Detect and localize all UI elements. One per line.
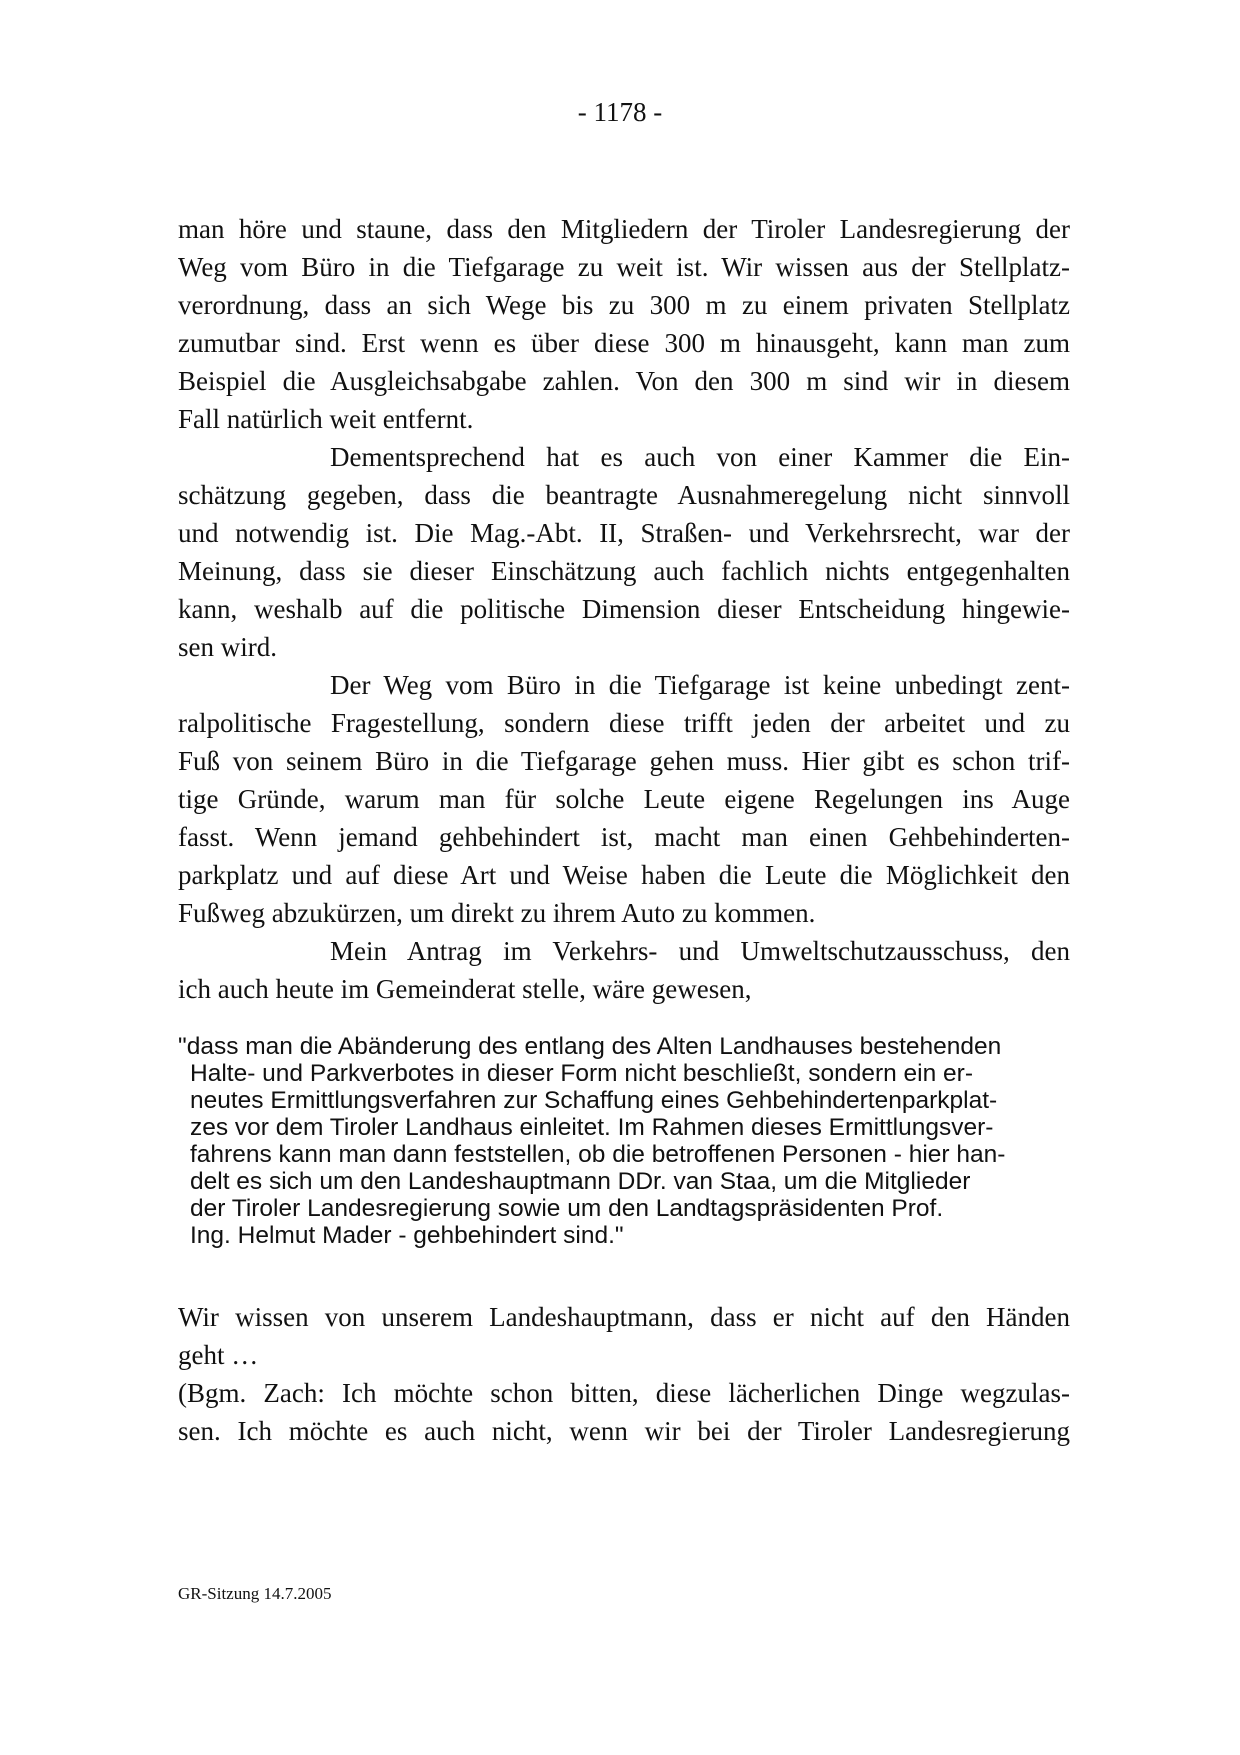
quote-line: der Tiroler Landesregierung sowie um den Landtagspräsidenten Prof.	[190, 1195, 944, 1222]
text-line: zumutbar sind. Erst wenn es über diese 300 m hinausgeht, kann man zum	[178, 328, 1070, 358]
quote-line: Ing. Helmut Mader - gehbehindert sind."	[190, 1222, 624, 1249]
text-line: tige Gründe, warum man für solche Leute eigene Regelungen ins Auge	[178, 784, 1070, 814]
body-text	[178, 210, 1070, 1008]
paragraph	[178, 210, 1070, 438]
text-line: Der Weg vom Büro in die Tiefgarage ist keine unbedingt zent-	[330, 670, 1070, 700]
footer-session-date: GR-Sitzung 14.7.2005	[178, 1584, 332, 1603]
text-line: Dementsprechend hat es auch von einer Kammer die Ein-	[330, 442, 1070, 472]
quote-line: delt es sich um den Landeshauptmann DDr. van Staa, um die Mitglieder	[190, 1168, 971, 1195]
paragraph	[178, 438, 1070, 666]
text-line: Fall natürlich weit entfernt.	[178, 404, 474, 434]
after-quote-text	[178, 1298, 1070, 1450]
quote-line: zes vor dem Tiroler Landhaus einleitet. Im Rahmen dieses Ermittlungsver-	[190, 1114, 994, 1141]
text-line: Weg vom Büro in die Tiefgarage zu weit ist. Wir wissen aus der Stellplatz-	[178, 252, 1070, 282]
text-line: ralpolitische Fragestellung, sondern diese trifft jeden der arbeitet und zu	[178, 708, 1070, 738]
paragraph	[178, 666, 1070, 932]
text-line: man höre und staune, dass den Mitgliedern der Tiroler Landesregierung der	[178, 214, 1070, 244]
text-line: Mein Antrag im Verkehrs- und Umweltschutzausschuss, den	[330, 936, 1070, 966]
text-line: (Bgm. Zach: Ich möchte schon bitten, diese lächerlichen Dinge wegzulas-	[178, 1378, 1070, 1408]
quote-line: "dass man die Abänderung des entlang des Alten Landhauses bestehenden	[178, 1033, 1002, 1060]
text-line: Meinung, dass sie dieser Einschätzung auch fachlich nichts entgegenhalten	[178, 556, 1070, 586]
text-line: ich auch heute im Gemeinderat stelle, wäre gewesen,	[178, 974, 752, 1004]
text-line: Beispiel die Ausgleichsabgabe zahlen. Von den 300 m sind wir in diesem	[178, 366, 1070, 396]
text-line: Wir wissen von unserem Landeshauptmann, dass er nicht auf den Händen	[178, 1302, 1070, 1332]
text-line: fasst. Wenn jemand gehbehindert ist, macht man einen Gehbehinderten-	[178, 822, 1070, 852]
text-line: parkplatz und auf diese Art und Weise haben die Leute die Möglichkeit den	[178, 860, 1070, 890]
text-line: verordnung, dass an sich Wege bis zu 300 m zu einem privaten Stellplatz	[178, 290, 1070, 320]
text-line: sen. Ich möchte es auch nicht, wenn wir bei der Tiroler Landesregierung	[178, 1416, 1070, 1446]
text-line: schätzung gegeben, dass die beantragte Ausnahmeregelung nicht sinnvoll	[178, 480, 1070, 510]
page-number: - 1178 -	[577, 97, 663, 127]
text-line: geht …	[178, 1340, 259, 1370]
paragraph	[178, 932, 1070, 1008]
motion-quote	[178, 1033, 1058, 1249]
quote-line: Halte- und Parkverbotes in dieser Form nicht beschließt, sondern ein er-	[190, 1060, 973, 1087]
text-line: und notwendig ist. Die Mag.-Abt. II, Straßen- und Verkehrsrecht, war der	[178, 518, 1070, 548]
text-line: Fußweg abzukürzen, um direkt zu ihrem Auto zu kommen.	[178, 898, 816, 928]
quote-line: neutes Ermittlungsverfahren zur Schaffung eines Gehbehindertenparkplat-	[190, 1087, 998, 1114]
text-line: Fuß von seinem Büro in die Tiefgarage gehen muss. Hier gibt es schon trif-	[178, 746, 1070, 776]
text-line: sen wird.	[178, 632, 277, 662]
quote-line: fahrens kann man dann feststellen, ob die betroffenen Personen - hier han-	[190, 1141, 1006, 1168]
text-line: kann, weshalb auf die politische Dimension dieser Entscheidung hingewie-	[178, 594, 1070, 624]
